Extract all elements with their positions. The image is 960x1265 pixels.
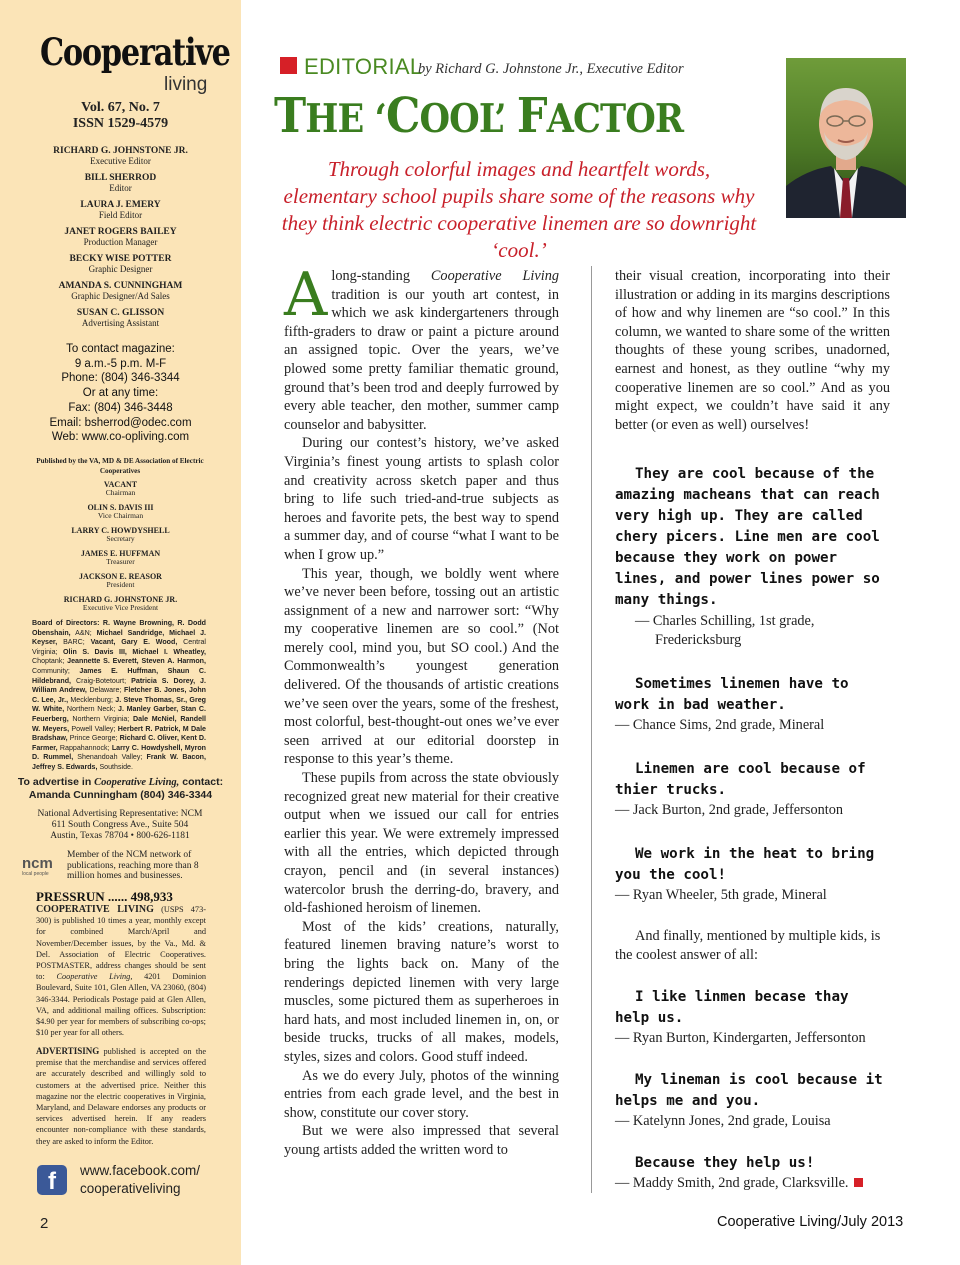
pressrun: PRESSRUN ...... 498,933 xyxy=(36,889,173,904)
board-names: Richard C. Oliver, Kent D. Farmer, xyxy=(32,734,206,752)
national-rep xyxy=(20,809,220,842)
staff-entry xyxy=(12,200,229,220)
board-names: J. Manley Garber, Stan C. Feuerberg, xyxy=(32,705,207,723)
title-small: OOL’ xyxy=(419,96,517,142)
published-by: Published by the VA, MD & DE Association of Electric Cooperatives xyxy=(36,457,204,475)
board-coop: Craig-Botetourt; xyxy=(76,676,127,685)
column-divider xyxy=(591,266,592,1193)
contact-hours: 9 a.m.-5 p.m. M-F xyxy=(74,357,167,370)
contact-email[interactable]: Email: bsherrod@odec.com xyxy=(49,416,192,429)
volume-number: Vol. 67, No. 7 xyxy=(81,100,160,115)
staff-name: JANET ROGERS BAILEY xyxy=(64,227,177,237)
officer-name: JAMES E. HUFFMAN xyxy=(80,549,161,558)
kid-quote xyxy=(615,1153,890,1193)
quote-text: They are cool because of the amazing macheans that can reach very high up. They are called chery picers. Line men are cool because they work on power lines, and power lines power so many things. xyxy=(615,466,880,609)
board-coop: Southside. xyxy=(99,762,133,771)
quote-attribution: — Ryan Burton, Kindergarten, Jeffersonton xyxy=(615,1029,866,1046)
staff-name: BECKY WISE POTTER xyxy=(69,254,172,264)
officer-name: VACANT xyxy=(103,480,138,489)
staff-name: AMANDA S. CUNNINGHAM xyxy=(58,281,183,291)
volume-info xyxy=(0,100,241,132)
staff-role: Field Editor xyxy=(98,210,143,220)
board-label: Board of Directors: xyxy=(32,619,100,627)
quote-text: My lineman is cool because it helps me and you. xyxy=(615,1071,883,1109)
board-coop: Community; xyxy=(32,666,70,675)
facebook-icon[interactable]: f xyxy=(37,1165,67,1195)
officer-role: Secretary xyxy=(106,534,135,543)
quote-text: We work in the heat to bring you the cool! xyxy=(615,846,875,884)
national-rep-address: 611 South Congress Ave., Suite 504 xyxy=(51,820,189,830)
officer-name: JACKSON E. REASOR xyxy=(79,572,162,581)
board-names: Patricia S. Dorey, J. William Andrew, xyxy=(32,676,206,695)
officer-role: Treasurer xyxy=(106,557,135,566)
board-names: Frank W. Bacon, Jeffrey S. Edwards, xyxy=(32,753,206,771)
paragraph: During our contest’s history, we’ve asked Virginia’s finest young artists to splash color and creativity across sketch paper and thus bring to life such tried-and-true subjects as heroes and favorite pets, the best way to spend a summer day, and of course “what I want to be when I grow up.” xyxy=(284,435,559,563)
quote-attribution: — Ryan Wheeler, 5th grade, Mineral xyxy=(615,887,827,904)
paragraph: These pupils from across the state obviously recognized great new material for their creative output when we issued our call for entries earlier this year. We were extremely impressed with all the entries, which depicted through crayon, pencil and (in several instances) watercolor brush the derring-do, bravery, and old-fashioned heroism of linemen. xyxy=(284,770,559,917)
paragraph: As we do every July, photos of the winning entries from each grade level, and the best in show, constitute our cover story. xyxy=(284,1067,559,1121)
officer-role: Executive Vice President xyxy=(82,603,159,612)
kid-quote xyxy=(615,674,890,735)
officer-entry xyxy=(12,480,229,497)
advertise-mag: Cooperative Living, xyxy=(94,777,180,788)
staff-entry xyxy=(12,173,229,193)
staff-entry xyxy=(12,254,229,274)
section-label: EDITORIAL xyxy=(304,54,423,79)
kid-quote xyxy=(615,464,890,650)
advertising-heading: ADVERTISING xyxy=(36,1046,100,1056)
article-deck: Through colorful images and heartfelt words, elementary school pupils share some of the reasons why they think electric cooperative linemen are so downright ‘cool.’ xyxy=(281,157,757,262)
officer-entry xyxy=(12,503,229,520)
ncm-logo: ncm xyxy=(22,855,53,872)
staff-name: RICHARD G. JOHNSTONE JR. xyxy=(53,146,188,156)
title-cap: C xyxy=(386,88,420,144)
advertising-text: published is accepted on the premise that the merchandise and services offered are accurately described and willingly sold to customers at the advertised price. Neither this magazine nor the electric cooperatives in Virginia, Maryland, and Delaware endorses any products or services advertised herein. If any readers encounter non-compliance with these standards, they are asked to inform the Editor. xyxy=(36,1047,206,1146)
advertise-suffix: contact: xyxy=(182,776,224,788)
editorial-marker xyxy=(280,57,297,74)
officer-name: OLIN S. DAVIS III xyxy=(87,503,154,512)
ncm-member-text: Member of the NCM network of publications, reaching more than 8 million homes and businesses. xyxy=(67,850,199,881)
ncm-tagline: local people xyxy=(22,871,49,877)
board-names: Herbert R. Patrick, M Dale Bradshaw, xyxy=(32,724,207,743)
kid-quote xyxy=(615,844,890,905)
kid-quote xyxy=(615,987,890,1048)
officer-name: LARRY C. HOWDYSHELL xyxy=(71,526,170,535)
paragraph: But we were also impressed that several young artists added the written word to xyxy=(284,1123,559,1158)
author-photo xyxy=(786,58,906,218)
officer-role: Chairman xyxy=(105,488,136,497)
quote-attribution-text: — Maddy Smith, 2nd grade, Clarksville. xyxy=(615,1174,849,1191)
national-rep-city: Austin, Texas 78704 • 800-626-1181 xyxy=(50,831,190,841)
facebook-link[interactable] xyxy=(80,1162,200,1198)
staff-entry xyxy=(12,308,229,328)
board-names: Vacant, Gary E. Wood, xyxy=(90,638,178,647)
board-coop: Mecklenburg; xyxy=(70,695,113,704)
quote-attribution: — Jack Burton, 2nd grade, Jeffersonton xyxy=(615,802,844,819)
closing-paragraph: And finally, mentioned by multiple kids, is the coolest answer of all: xyxy=(615,928,881,963)
national-rep-name: National Advertising Representative: NCM xyxy=(37,809,203,819)
postal-statement xyxy=(36,904,206,1038)
paragraph xyxy=(284,260,559,434)
end-mark-icon xyxy=(854,1178,863,1187)
staff-role: Graphic Designer/Ad Sales xyxy=(71,291,170,301)
article-column-1 xyxy=(284,260,559,1160)
board-of-directors xyxy=(32,619,206,773)
page-number: 2 xyxy=(40,1215,49,1232)
page-footer: Cooperative Living/July 2013 xyxy=(717,1214,904,1230)
contact-fax: Fax: (804) 346-3448 xyxy=(68,401,173,414)
board-names: J. Steve Thomas, Sr., Greg W. White, xyxy=(32,695,206,714)
board-coop: Delaware; xyxy=(89,686,122,695)
board-coop: Northern Virginia; xyxy=(72,714,130,723)
kid-quote xyxy=(615,1070,890,1131)
magazine-name: Cooperative Living xyxy=(430,268,559,284)
paragraph: their visual creation, incorporating into their illustration or adding in its margins descriptions of how and why linemen are “so cool.” In this column, we wanted to share some of the written thoughts of these young scribes, unadorned, earnest and honest, as they outline “why my cooperative linemen are so cool.” And as you might expect, we couldn’t have said it any better (or even as well) ourselves! xyxy=(615,268,890,433)
board-coop: Northern Neck; xyxy=(66,705,116,714)
drop-cap: A xyxy=(284,260,328,330)
staff-entry xyxy=(12,146,229,166)
pressrun-value: 498,933 xyxy=(130,889,173,904)
paragraph-text: long-standing xyxy=(331,268,410,284)
magazine-logo: Cooperative xyxy=(40,30,230,74)
title-cap: T xyxy=(274,88,306,144)
pressrun-label: PRESSRUN xyxy=(36,889,105,904)
article-column-2 xyxy=(615,267,890,1193)
quote-text: Because they help us! xyxy=(635,1154,815,1171)
quote-attribution: — Charles Schilling, 1st grade, Fredericksburg xyxy=(635,613,815,649)
quote-attribution: — Katelynn Jones, 2nd grade, Louisa xyxy=(615,1112,831,1129)
staff-name: SUSAN C. GLISSON xyxy=(76,308,165,318)
contact-web[interactable]: Web: www.co-opliving.com xyxy=(51,431,190,444)
staff-role: Executive Editor xyxy=(90,156,151,166)
staff-entry xyxy=(12,281,229,301)
officer-entry xyxy=(12,526,229,543)
paragraph-text: tradition is our youth art contest, in which we ask kindergarteners through fifth-graders to draw or paint a picture around an assigned topic. Over the years, we’ve plowed some pretty familiar thematic ground, ground that’s been trod and deeply furrowed by every able teacher, den mother, summer camp counselor and babysitter. xyxy=(284,286,559,433)
page-title xyxy=(274,88,683,144)
board-names: Jeannette S. Everett, Steven A. Harmon, xyxy=(67,657,206,666)
quote-text: Sometimes linemen have to work in bad weather. xyxy=(615,676,849,714)
author-portrait-icon xyxy=(786,58,906,218)
advertise-contact-name: Amanda Cunningham (804) 346-3344 xyxy=(28,789,213,801)
board-coop: Choptank; xyxy=(32,657,65,666)
board-names: Olin S. Davis III, Michael I. Wheatley, xyxy=(63,647,206,656)
kid-quote xyxy=(615,759,890,820)
board-coop: Powell Valley; xyxy=(71,724,116,733)
officer-entry xyxy=(12,595,229,612)
title-cap: F xyxy=(516,88,547,144)
quote-attribution: — Chance Sims, 2nd grade, Mineral xyxy=(615,717,825,734)
staff-role: Editor xyxy=(109,183,132,193)
officer-role: Vice Chairman xyxy=(97,511,144,520)
advertising-policy xyxy=(36,1046,206,1147)
quote-text: Linemen are cool because of thier trucks. xyxy=(615,761,866,799)
board-names: R. Wayne Browning, R. Dodd Obenshain, xyxy=(32,619,206,637)
quote-attribution xyxy=(615,1174,890,1193)
contact-info xyxy=(10,342,231,445)
board-coop: A&N; xyxy=(75,628,92,637)
quote-text: I like linmen becase thay help us. xyxy=(615,988,849,1026)
staff-role: Graphic Designer xyxy=(88,264,153,274)
staff-name: LAURA J. EMERY xyxy=(80,200,161,210)
board-coop: Rappahannock; xyxy=(59,743,110,752)
staff-role: Production Manager xyxy=(83,237,158,247)
postal-mag: Cooperative Living, xyxy=(56,972,133,982)
officer-entry xyxy=(12,572,229,589)
board-names: Larry C. Howdyshell, Myron D. Rummel, xyxy=(32,743,206,762)
officers-list xyxy=(12,480,229,618)
contact-phone: Phone: (804) 346-3344 xyxy=(61,372,180,385)
byline: by Richard G. Johnstone Jr., Executive Editor xyxy=(418,61,684,77)
staff-name: BILL SHERROD xyxy=(84,173,157,183)
postal-text-2: 4201 Dominion Boulevard, Suite 101, Glen Allen, VA 23060, (804) 346-3344. Periodicals Postage paid at Glen Allen, VA, and additional mailing offices. Subscription: $4.90 per year for members of subscribing co-ops; $10 per year for all others. xyxy=(36,972,207,1038)
board-names: James E. Huffman, Shaun C. Hildebrand, xyxy=(32,666,206,685)
facebook-url-2[interactable]: cooperativeliving xyxy=(80,1181,181,1196)
paragraph: This year, though, we boldly went where we’ve never been before, tossing out an artistic assignment of a new and narrower sort: “Why my cooperative linemen are so cool.” (Not merely cool, mind you, but SO cool.) And the Commonwealth’s youngest generation delivered. Of the thousands of artistic creations we’ve seen over the years, some of the freshest, most colorful, best-thought-out ones we’ve ever seen arrived at our editorial doorstep in response to this year’s theme. xyxy=(284,565,559,768)
contact-anytime: Or at any time: xyxy=(82,387,159,400)
officer-role: President xyxy=(106,580,135,589)
facebook-url-1[interactable]: www.facebook.com/ xyxy=(80,1163,201,1178)
board-names: Fletcher B. Jones, John C. Lee, Jr., xyxy=(32,686,206,704)
staff-role: Advertising Assistant xyxy=(81,318,160,328)
postal-text: (USPS 473-300) is published 10 times a year, monthly except for combined March/April and November/December issues, by the Va., Md. & Del. Association of Electric Cooperatives. POSTMASTER, address changes should be sent to: xyxy=(36,905,206,982)
magazine-logo-sub: living xyxy=(164,74,208,95)
masthead-sidebar xyxy=(0,0,241,1265)
postal-heading: COOPERATIVE LIVING xyxy=(36,904,154,915)
board-coop: Prince George; xyxy=(69,734,118,743)
board-coop: BARC; xyxy=(63,638,85,647)
title-small: ACTOR xyxy=(546,96,684,142)
board-coop: Shenandoah Valley; xyxy=(77,753,143,762)
title-small: HE ‘ xyxy=(305,96,387,142)
officer-name: RICHARD G. JOHNSTONE JR. xyxy=(63,595,178,604)
advertise-prefix: To advertise in xyxy=(17,776,92,788)
board-names: Dale McNiel, Randell W. Meyers, xyxy=(32,714,206,733)
staff-list xyxy=(12,146,229,335)
board-coop: Central Virginia; xyxy=(32,638,206,656)
contact-heading: To contact magazine: xyxy=(66,343,175,355)
staff-entry xyxy=(12,227,229,247)
issn: ISSN 1529-4579 xyxy=(72,116,169,131)
officer-entry xyxy=(12,549,229,566)
paragraph: Most of the kids’ creations, naturally, featured linemen braving nature’s worst to bring the lights back on. Many of the renderings depicted linemen with very large muscles, some pictured them as superheroes in hard hats, and most included linemen in, on, or beside trucks, trucks of all makes, models, styles, sizes and colors. Good stuff indeed. xyxy=(284,918,559,1065)
advertise-contact xyxy=(12,776,229,802)
board-names: Michael Sandridge, Michael J. Keyser, xyxy=(32,628,206,647)
